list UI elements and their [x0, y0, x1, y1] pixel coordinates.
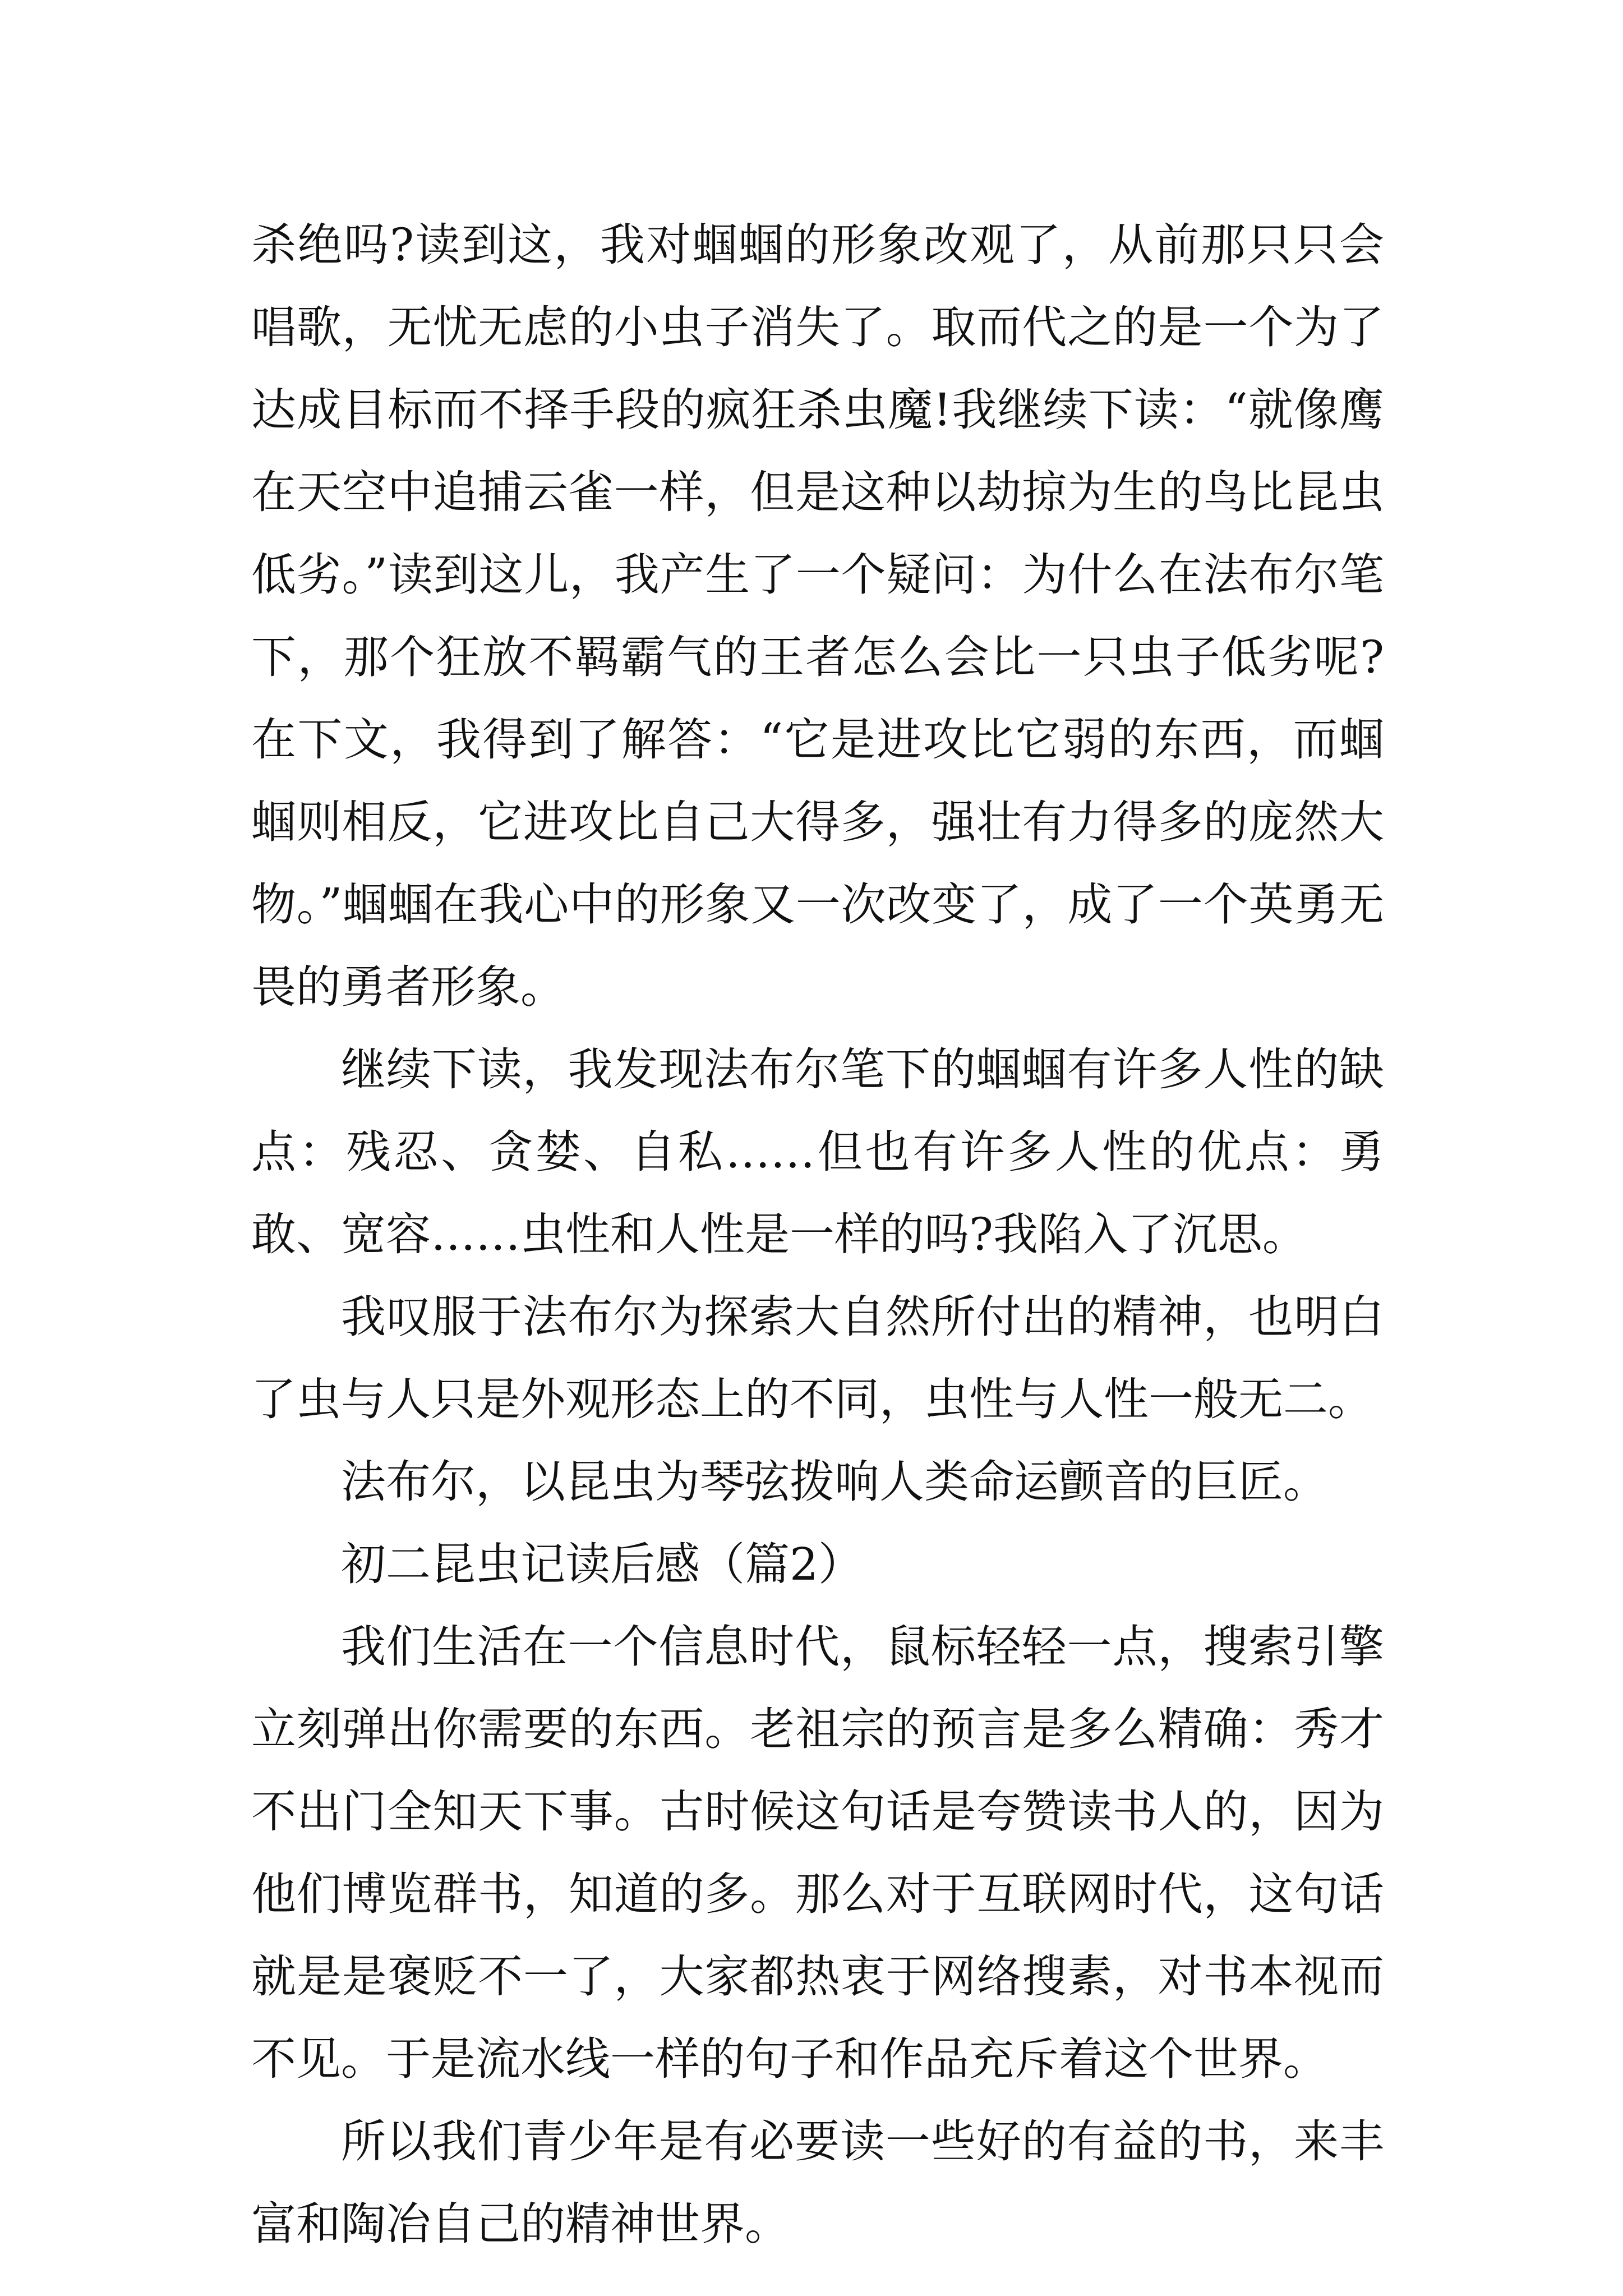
- paragraph: 我们生活在一个信息时代，鼠标轻轻一点，搜索引擎立刻弹出你需要的东西。老祖宗的预言是多么精确：秀才不出门全知天下事。古时候这句话是夸赞读书人的，因为他们博览群书，知道的多。那么对于互联网时代，这句话就是是褒贬不一了，大家都热衷于网络搜素，对书本视而不见。于是流水线一样的句子和作品充斥着这个世界。: [251, 1621, 1384, 2085]
- paragraph: 所以我们青少年是有必要读一些好的有益的书，来丰富和陶冶自己的精神世界。: [251, 2115, 1384, 2250]
- document-body: [251, 204, 1384, 2265]
- paragraph: 继续下读，我发现法布尔笔下的蝈蝈有许多人性的缺点：残忍、贪婪、自私……但也有许多人性的优点：勇敢、宽容……虫性和人性是一样的吗?我陷入了沉思。: [251, 1043, 1384, 1260]
- section-heading: 初二昆虫记读后感（篇2）: [341, 1538, 863, 1590]
- paragraph: 法布尔，以昆虫为琴弦拨响人类命运颤音的巨匠。: [341, 1456, 1328, 1508]
- paragraph: 我叹服于法布尔为探索大自然所付出的精神，也明白了虫与人只是外观形态上的不同，虫性与人性一般无二。: [251, 1291, 1384, 1425]
- paragraph-continued: 杀绝吗?读到这，我对蝈蝈的形象改观了，从前那只只会唱歌，无忧无虑的小虫子消失了。取而代之的是一个为了达成目标而不择手段的疯狂杀虫魔!我继续下读：“就像鹰在天空中追捕云雀一样，但是这种以劫掠为生的鸟比昆虫低劣。”读到这儿，我产生了一个疑问：为什么在法布尔笔下，那个狂放不羁霸气的王者怎么会比一只虫子低劣呢?在下文，我得到了解答：“它是进攻比它弱的东西，而蝈蝈则相反，它进攻比自己大得多，强壮有力得多的庞然大物。”蝈蝈在我心中的形象又一次改变了，成了一个英勇无畏的勇者形象。: [251, 219, 1384, 1013]
